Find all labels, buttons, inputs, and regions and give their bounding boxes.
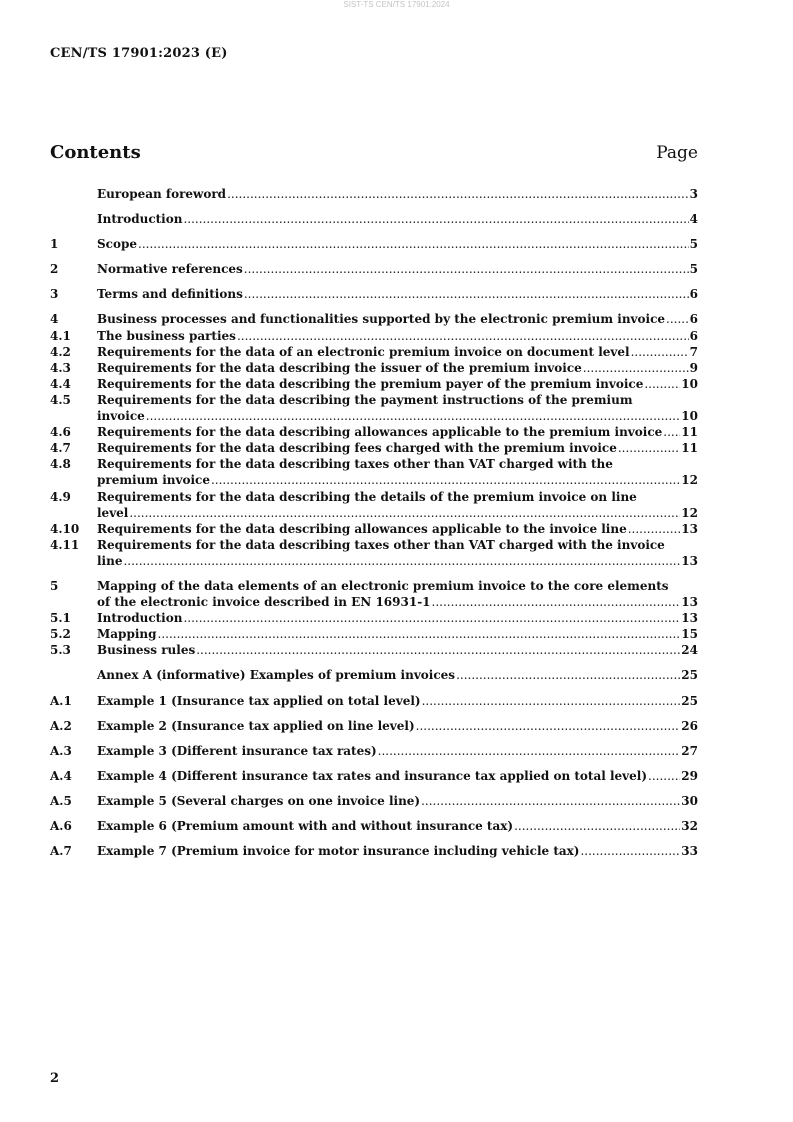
toc-page-number: 29 bbox=[681, 768, 698, 783]
toc-entry[interactable] bbox=[50, 667, 698, 683]
toc-entry[interactable] bbox=[50, 743, 698, 759]
toc-number: A.7 bbox=[50, 844, 72, 859]
toc-page-number: 12 bbox=[681, 473, 698, 488]
dot-leader bbox=[644, 376, 680, 392]
dot-leader bbox=[666, 311, 689, 327]
toc-number bbox=[50, 211, 97, 227]
toc-title: Example 4 (Different insurance tax rates and insurance tax applied on total level) bbox=[97, 768, 648, 783]
toc-number: 5.2 bbox=[50, 627, 71, 642]
toc-entry[interactable] bbox=[50, 642, 698, 658]
toc-entry[interactable] bbox=[50, 626, 698, 642]
contents-title: Contents bbox=[50, 142, 141, 163]
toc-entry[interactable] bbox=[50, 392, 698, 424]
dot-leader bbox=[514, 818, 680, 834]
toc-number: 4.8 bbox=[50, 457, 71, 472]
table-of-contents bbox=[50, 186, 698, 859]
toc-title: Business processes and functionalities supported by the electronic premium invoice bbox=[97, 312, 666, 327]
watermark: SIST-TS CEN/TS 17901:2024 bbox=[343, 0, 450, 9]
dot-leader bbox=[138, 236, 689, 252]
toc-entry[interactable] bbox=[50, 578, 698, 610]
toc-title: The business parties bbox=[97, 328, 236, 343]
toc-page-number: 10 bbox=[681, 376, 698, 391]
toc-page-number: 5 bbox=[689, 262, 698, 277]
toc-title-continuation: line bbox=[97, 553, 123, 568]
toc-title: Requirements for the data describing allowances applicable to the premium invoice bbox=[97, 425, 663, 440]
toc-title: Scope bbox=[97, 237, 138, 252]
toc-page-number: 27 bbox=[681, 743, 698, 758]
toc-number: 4.3 bbox=[50, 360, 71, 375]
toc-number: 4.2 bbox=[50, 344, 71, 359]
dot-leader bbox=[123, 553, 680, 569]
toc-page-number: 25 bbox=[681, 693, 698, 708]
toc-entry[interactable] bbox=[50, 843, 698, 859]
dot-leader bbox=[631, 344, 689, 360]
toc-title: Requirements for the data describing the premium payer of the premium invoice bbox=[97, 376, 644, 391]
toc-entry[interactable] bbox=[50, 793, 698, 809]
dot-leader bbox=[432, 594, 681, 610]
toc-entry[interactable] bbox=[50, 186, 698, 202]
toc-title: European foreword bbox=[97, 187, 227, 201]
toc-entry[interactable] bbox=[50, 376, 698, 392]
toc-entry[interactable] bbox=[50, 211, 698, 227]
toc-entry[interactable] bbox=[50, 328, 698, 344]
page-column-label: Page bbox=[656, 143, 698, 163]
toc-title: Example 7 (Premium invoice for motor insurance including vehicle tax) bbox=[97, 844, 580, 859]
toc-number: 5.3 bbox=[50, 643, 71, 658]
toc-entry[interactable] bbox=[50, 521, 698, 537]
toc-entry[interactable] bbox=[50, 768, 698, 784]
toc-title: Requirements for the data describing the issuer of the premium invoice bbox=[97, 360, 582, 375]
dot-leader bbox=[618, 440, 680, 456]
toc-number bbox=[50, 186, 97, 202]
toc-title: Business rules bbox=[97, 643, 196, 658]
dot-leader bbox=[628, 521, 681, 537]
toc-title: Example 5 (Several charges on one invoice line) bbox=[97, 793, 421, 808]
toc-title-continuation: level bbox=[97, 505, 129, 520]
toc-title: Example 6 (Premium amount with and without insurance tax) bbox=[97, 819, 514, 833]
toc-title-continuation: invoice bbox=[97, 409, 145, 424]
toc-title-continuation: of the electronic invoice described in EN 16931-1 bbox=[97, 595, 431, 610]
toc-number: 4.11 bbox=[50, 537, 80, 552]
toc-number: A.1 bbox=[50, 693, 72, 708]
dot-leader bbox=[196, 642, 680, 658]
toc-page-number: 13 bbox=[681, 553, 698, 568]
toc-page-number: 5 bbox=[689, 237, 698, 252]
dot-leader bbox=[227, 186, 689, 202]
toc-title: Mapping of the data elements of an electronic premium invoice to the core elements bbox=[97, 578, 669, 593]
toc-entry[interactable] bbox=[50, 718, 698, 734]
toc-entry[interactable] bbox=[50, 610, 698, 626]
toc-page-number: 13 bbox=[681, 611, 698, 626]
toc-title: Requirements for the data describing allowances applicable to the invoice line bbox=[97, 521, 627, 536]
dot-leader bbox=[183, 610, 680, 626]
toc-title: Requirements for the data describing taxes other than VAT charged with the invoice bbox=[97, 537, 665, 552]
toc-number: 4.10 bbox=[50, 521, 80, 536]
toc-title: Requirements for the data of an electronic premium invoice on document level bbox=[97, 344, 630, 359]
dot-leader bbox=[648, 768, 680, 784]
dot-leader bbox=[183, 211, 688, 227]
toc-page-number: 3 bbox=[689, 187, 698, 201]
toc-page-number: 6 bbox=[689, 312, 698, 327]
toc-title: Mapping bbox=[97, 627, 157, 642]
toc-page-number: 32 bbox=[681, 819, 698, 833]
toc-page-number: 25 bbox=[681, 668, 698, 683]
toc-number: A.3 bbox=[50, 743, 72, 758]
dot-leader bbox=[580, 843, 680, 859]
toc-page-number: 26 bbox=[681, 718, 698, 733]
toc-title: Example 2 (Insurance tax applied on line level) bbox=[97, 718, 415, 733]
toc-entry[interactable] bbox=[50, 537, 698, 569]
toc-number: 4.7 bbox=[50, 441, 71, 456]
toc-number: A.6 bbox=[50, 819, 72, 833]
toc-page-number: 7 bbox=[689, 344, 698, 359]
toc-entry[interactable] bbox=[50, 261, 698, 277]
toc-page-number: 4 bbox=[689, 212, 698, 227]
contents-header bbox=[50, 142, 698, 163]
document-id: CEN/TS 17901:2023 (E) bbox=[50, 46, 228, 61]
dot-leader bbox=[129, 505, 680, 521]
dot-leader bbox=[456, 667, 680, 683]
toc-number: A.2 bbox=[50, 718, 72, 733]
dot-leader bbox=[421, 793, 680, 809]
toc-title: Normative references bbox=[97, 262, 243, 277]
toc-entry[interactable] bbox=[50, 693, 698, 709]
dot-leader bbox=[583, 360, 689, 376]
toc-number: 4.4 bbox=[50, 376, 71, 391]
toc-number: 2 bbox=[50, 262, 59, 277]
toc-title: Requirements for the data describing taxes other than VAT charged with the bbox=[97, 457, 613, 472]
toc-entry[interactable] bbox=[50, 286, 698, 302]
toc-page-number: 9 bbox=[689, 360, 698, 375]
dot-leader bbox=[146, 408, 681, 424]
toc-number: 4.9 bbox=[50, 489, 71, 504]
toc-page-number: 13 bbox=[681, 595, 698, 610]
toc-number: A.5 bbox=[50, 793, 72, 808]
toc-number: 3 bbox=[50, 287, 59, 302]
toc-title: Example 3 (Different insurance tax rates) bbox=[97, 743, 377, 758]
dot-leader bbox=[237, 328, 689, 344]
toc-entry[interactable] bbox=[50, 311, 698, 327]
dot-leader bbox=[211, 472, 680, 488]
toc-title: Example 1 (Insurance tax applied on total level) bbox=[97, 693, 421, 708]
toc-page-number: 6 bbox=[689, 287, 698, 302]
toc-title-continuation: premium invoice bbox=[97, 473, 210, 488]
toc-title: Introduction bbox=[97, 611, 183, 626]
toc-page-number: 15 bbox=[681, 627, 698, 642]
toc-entry[interactable] bbox=[50, 440, 698, 456]
toc-number: 4.6 bbox=[50, 425, 71, 440]
toc-entry[interactable] bbox=[50, 236, 698, 252]
toc-title: Requirements for the data describing the details of the premium invoice on line bbox=[97, 489, 637, 504]
toc-title: Requirements for the data describing the payment instructions of the premium bbox=[97, 392, 633, 407]
toc-title: Introduction bbox=[97, 212, 183, 227]
toc-number: 4 bbox=[50, 312, 59, 327]
toc-number: 5 bbox=[50, 578, 59, 593]
toc-number: A.4 bbox=[50, 768, 72, 783]
page-number: 2 bbox=[50, 1071, 60, 1086]
toc-title: Annex A (informative) Examples of premium invoices bbox=[97, 668, 456, 683]
dot-leader bbox=[416, 718, 681, 734]
toc-page-number: 11 bbox=[681, 441, 698, 456]
toc-number: 5.1 bbox=[50, 611, 71, 626]
toc-number bbox=[50, 667, 97, 683]
toc-entry[interactable] bbox=[50, 344, 698, 360]
dot-leader bbox=[663, 424, 680, 440]
toc-entry[interactable] bbox=[50, 489, 698, 521]
dot-leader bbox=[422, 693, 681, 709]
toc-page-number: 24 bbox=[681, 643, 698, 658]
toc-page-number: 13 bbox=[681, 521, 698, 536]
toc-title: Requirements for the data describing fees charged with the premium invoice bbox=[97, 441, 617, 456]
toc-page-number: 10 bbox=[681, 409, 698, 424]
dot-leader bbox=[158, 626, 681, 642]
toc-number: 1 bbox=[50, 237, 59, 252]
toc-page-number: 30 bbox=[681, 793, 698, 808]
toc-title: Terms and definitions bbox=[97, 287, 243, 302]
dot-leader bbox=[378, 743, 681, 759]
dot-leader bbox=[244, 286, 689, 302]
toc-page-number: 11 bbox=[681, 425, 698, 440]
toc-entry[interactable] bbox=[50, 424, 698, 440]
toc-entry[interactable] bbox=[50, 818, 698, 834]
toc-number: 4.5 bbox=[50, 392, 71, 407]
toc-page-number: 6 bbox=[689, 328, 698, 343]
toc-entry[interactable] bbox=[50, 456, 698, 488]
toc-number: 4.1 bbox=[50, 328, 71, 343]
toc-page-number: 33 bbox=[681, 844, 698, 859]
toc-entry[interactable] bbox=[50, 360, 698, 376]
dot-leader bbox=[244, 261, 689, 277]
toc-page-number: 12 bbox=[681, 505, 698, 520]
